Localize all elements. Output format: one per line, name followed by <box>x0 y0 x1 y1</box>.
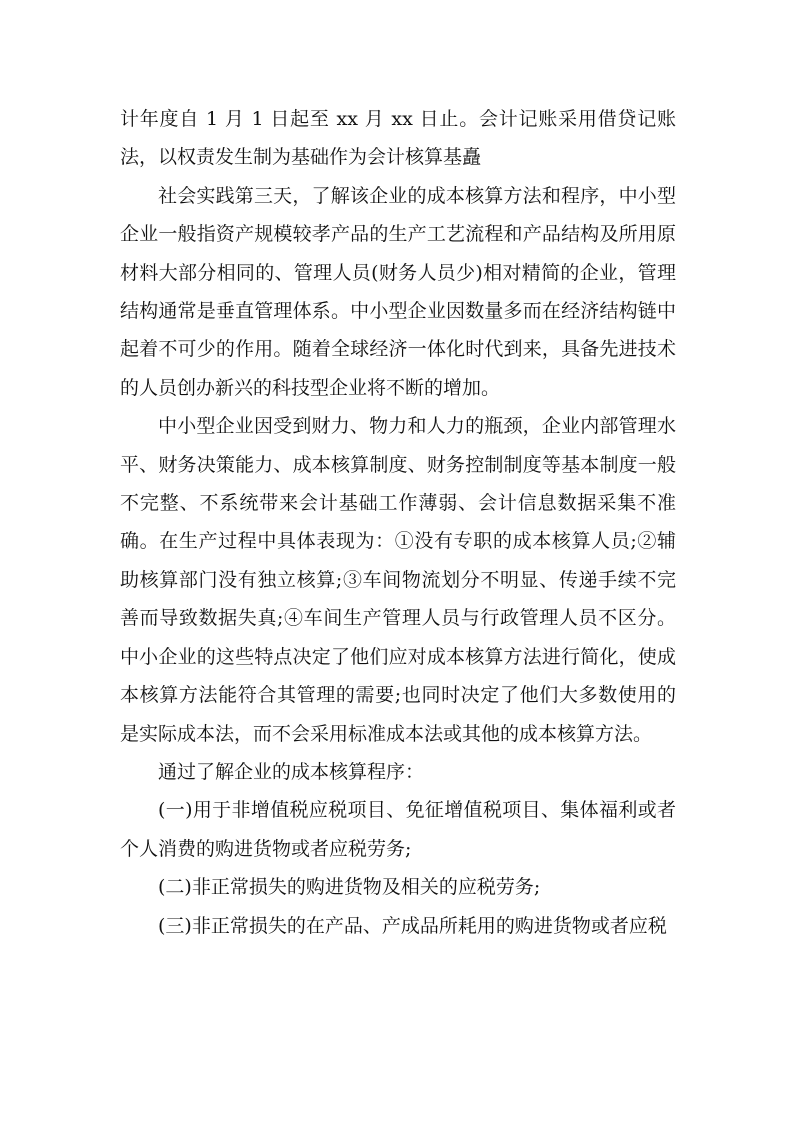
paragraph-2: 社会实践第三天，了解该企业的成本核算方法和程序，中小型企业一般指资产规模较孝产品的生产工艺流程和产品结构及所用原材料大部分相同的、管理人员(财务人员少)相对精简的企业，管理结构通常是垂直管理体系。中小型企业因数量多而在经济结构链中起着不可少的作用。随着全球经济一体化时代到来，具备先进技术的人员创办新兴的科技型企业将不断的增加。 <box>120 184 676 399</box>
paragraph-4: 通过了解企业的成本核算程序： <box>158 760 425 783</box>
paragraph-5: (一)用于非增值税应税项目、免征增值税项目、集体福利或者个人消费的购进货物或者应税劳务; <box>120 799 676 860</box>
document-body <box>120 100 676 945</box>
paragraph-6: (二)非正常损失的购进货物及相关的应税劳务; <box>158 876 541 899</box>
paragraph-7: (三)非正常损失的在产品、产成品所耗用的购进货物或者应税 <box>158 914 667 937</box>
paragraph-3: 中小型企业因受到财力、物力和人力的瓶颈，企业内部管理水平、财务决策能力、成本核算制度、财务控制制度等基本制度一般不完整、不系统带来会计基础工作薄弱、会计信息数据采集不准确。在生产过程中具体表现为：①没有专职的成本核算人员;②辅助核算部门没有独立核算;③车间物流划分不明显、传递手续不完善而导致数据失真;④车间生产管理人员与行政管理人员不区分。中小企业的这些特点决定了他们应对成本核算方法进行简化，使成本核算方法能符合其管理的需要;也同时决定了他们大多数使用的是实际成本法，而不会采用标准成本法或其他的成本核算方法。 <box>120 415 676 745</box>
paragraph-1: 计年度自 1 月 1 日起至 xx 月 xx 日止。会计记账采用借贷记账法，以权责发生制为基础作为会计核算基矗 <box>120 108 676 169</box>
